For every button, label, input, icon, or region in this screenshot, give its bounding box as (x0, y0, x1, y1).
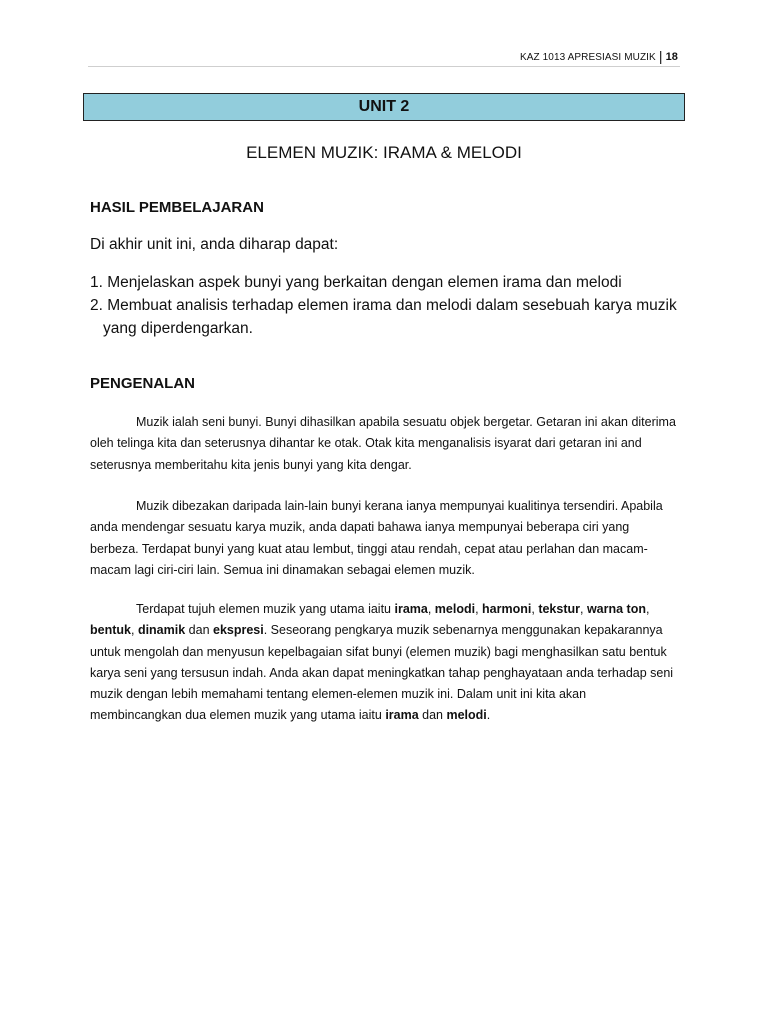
objective-item: 1. Menjelaskan aspek bunyi yang berkaitan dengan elemen irama dan melodi (90, 274, 622, 291)
objectives-list (90, 271, 690, 340)
unit-label: UNIT 2 (358, 98, 410, 115)
term-irama: irama (394, 602, 428, 616)
page-number: 18 (665, 51, 678, 63)
intro-paragraph-2: Muzik dibezakan daripada lain-lain bunyi kerana ianya mempunyai kualitinya tersendiri. Apabila anda mendengar sesuatu karya muzik, anda dapati bahawa ianya mempunyai beberapa ciri yang berbeza. Terdapat bunyi yang kuat atau lembut, tinggi atau rendah, cepat atau perlahan dan macam-macam lagi ciri-ciri lain. Semua ini dinamakan sebagai elemen muzik. (90, 499, 663, 577)
intro-paragraph-3: Terdapat tujuh elemen muzik yang utama iaitu irama, melodi, harmoni, tekstur, warna ton, bentuk, dinamik dan ekspresi. Seseorang pengkarya muzik sebenarnya menggunakan kepakarannya untuk mengolah dan menyusun kepelbagaian sifat bunyi (elemen muzik) bagi menghasilkan satu bentuk karya seni yang tersusun indah. Anda akan dapat meningkatkan tahap penghayataan anda terhadap seni muzik dengan lebih memahami tentang elemen-elemen muzik ini. Dalam unit ini kita akan membincangkan dua elemen muzik yang utama iaitu irama dan melodi. (90, 602, 674, 723)
header-divider (88, 66, 680, 67)
learning-outcomes-heading: HASIL PEMBELAJARAN (90, 199, 264, 216)
term-bentuk: bentuk (90, 623, 131, 638)
course-code: KAZ 1013 APRESIASI MUZIK (520, 52, 656, 63)
term-harmoni: harmoni (482, 602, 532, 616)
term-tekstur: tekstur (538, 602, 580, 616)
term-melodi: melodi (446, 708, 487, 723)
objective-item: 2. Membuat analisis terhadap elemen irama dan melodi dalam sesebuah karya muzik yang diperdengarkan. (90, 297, 677, 337)
term-warna-ton: warna ton (586, 602, 646, 616)
term-dinamik: dinamik (137, 623, 186, 638)
header-separator: | (658, 48, 663, 64)
intro-paragraph-1: Muzik ialah seni bunyi. Bunyi dihasilkan apabila sesuatu objek bergetar. Getaran ini akan diterima oleh telinga kita dan seterusnya dihantar ke otak. Otak kita menganalisis isyarat dari getaran ini and seterusnya memberitahu kita jenis bunyi yang kita dengar. (90, 415, 676, 472)
term-irama: irama (385, 708, 419, 723)
term-ekspresi: ekspresi (213, 623, 264, 638)
term-melodi: melodi (434, 602, 476, 616)
learning-intro: Di akhir unit ini, anda diharap dapat: (90, 236, 339, 253)
page-header (88, 48, 678, 64)
unit-banner (83, 93, 685, 121)
page-title: ELEMEN MUZIK: IRAMA & MELODI (246, 143, 522, 162)
introduction-heading: PENGENALAN (90, 375, 196, 392)
